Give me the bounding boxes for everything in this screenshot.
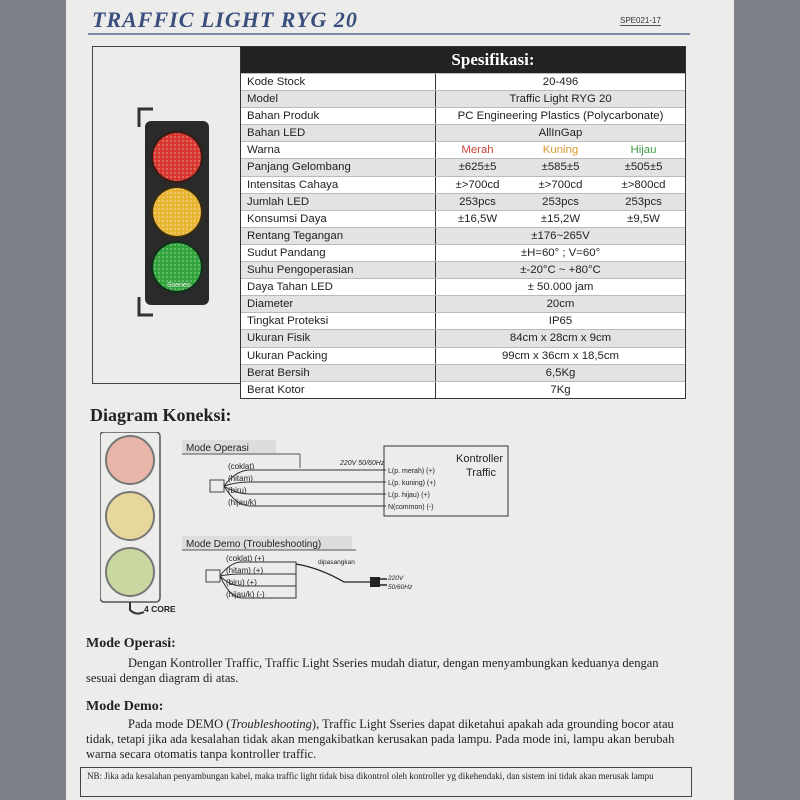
terminal-label: L(p. hijau) (+) (388, 492, 430, 499)
spec-value: 6,5Kg (545, 366, 576, 379)
spec-label: Intensitas Cahaya (241, 177, 436, 193)
spec-row (241, 227, 685, 244)
mode-operasi-title: Mode Operasi: (86, 636, 176, 651)
demo-wire-label: (biru) (+) (226, 578, 257, 587)
spec-label: Berat Bersih (241, 365, 436, 381)
spec-value: 84cm x 28cm x 9cm (509, 332, 612, 345)
spec-label: Berat Kotor (241, 382, 436, 398)
spec-label: Jumlah LED (241, 194, 436, 210)
product-image-frame (92, 46, 242, 384)
wire-label: (hitam) (228, 474, 253, 483)
spec-row (241, 90, 685, 107)
spec-label: Rentang Tegangan (241, 228, 436, 244)
spec-row (241, 73, 685, 90)
spec-row (241, 124, 685, 141)
core-label: 4 CORE (144, 604, 176, 614)
spec-row (241, 244, 685, 261)
spec-value: 7Kg (550, 383, 571, 396)
wire-label: (biru) (228, 486, 247, 495)
spec-row (241, 193, 685, 210)
spec-label: Bahan Produk (241, 108, 436, 124)
controller-title-1: Kontroller (456, 453, 504, 465)
terminal-label: L(p. merah) (+) (388, 468, 435, 475)
mode-demo-body-part2: ), Traffic Light Sseries dapat diketahui apakah ada grounding bocor atau tidak, tetapi jika ada kesalahan tidak akan mengakibatkan kerusakan pada lampu. Pada mode ini, lampu akan berubah warna secara otomatis tanpa kontroller traffic. (86, 717, 675, 761)
spec-row (241, 278, 685, 295)
warna-hijau: Hijau (630, 144, 657, 157)
diagram-green-lamp (106, 548, 154, 596)
connection-diagram (100, 432, 520, 622)
document-page (66, 0, 734, 800)
spec-label: Warna (241, 142, 436, 158)
spec-color-values (436, 142, 685, 158)
spec-row-warna (241, 141, 685, 158)
spec-row (241, 347, 685, 364)
spec-value: PC Engineering Plastics (Polycarbonate) (457, 110, 664, 123)
terminal-label: N(common) (-) (388, 504, 434, 511)
spec-heading: Spesifikasi: (241, 47, 685, 73)
spec-row (241, 364, 685, 381)
spec-value: 20-496 (542, 76, 579, 88)
spec-row (241, 329, 685, 346)
wire-label: (coklat) (228, 462, 255, 471)
note-box: NB: Jika ada kesalahan penyambungan kabel, maka traffic light tidak bisa dikontrol oleh kontroller yg dikehendaki, dan sistem ini tidak akan merusak lampu (80, 767, 692, 797)
spec-row (241, 312, 685, 329)
demo-wire-label: (hitam) (+) (226, 566, 264, 575)
traffic-light-illustration (93, 47, 241, 383)
document-title: TRAFFIC LIGHT RYG 20 (92, 7, 358, 32)
spec-value: AllInGap (538, 127, 583, 140)
spec-row (241, 107, 685, 124)
spec-values (436, 211, 685, 227)
spec-row (241, 176, 685, 193)
plug-voltage-1: 220V (388, 575, 404, 582)
spec-label: Panjang Gelombang (241, 159, 436, 175)
spec-label: Diameter (241, 296, 436, 312)
mode-demo-body (86, 717, 686, 762)
plug-icon (370, 577, 380, 587)
spec-value: ±176~265V (531, 229, 590, 242)
document-code: SPE021-17 (620, 16, 661, 25)
spec-values (436, 194, 685, 210)
spec-values (436, 159, 685, 175)
spec-value-hijau: ±>800cd (621, 178, 666, 191)
mode-operasi-body: Dengan Kontroller Traffic, Traffic Light Sseries mudah diatur, dengan menyambungkan keduanya dengan sesuai dengan diagram di atas. (86, 656, 659, 685)
spec-value: Traffic Light RYG 20 (509, 93, 612, 106)
spec-rows (241, 73, 685, 398)
spec-row (241, 381, 685, 398)
spec-value: 20cm (546, 298, 575, 311)
spec-table (240, 46, 686, 399)
mode-demo-label: Mode Demo (Troubleshooting) (186, 539, 322, 550)
spec-row (241, 210, 685, 227)
spec-label: Konsumsi Daya (241, 211, 436, 227)
wire-label: (hijau/k) (228, 498, 257, 507)
mode-operasi-label: Mode Operasi (186, 443, 249, 454)
spec-row (241, 261, 685, 278)
spec-label: Suhu Pengoperasian (241, 262, 436, 278)
spec-value-kuning: 253pcs (542, 195, 579, 208)
warna-merah: Merah (461, 144, 494, 157)
title-divider (88, 33, 690, 35)
controller-title-2: Traffic (466, 467, 496, 479)
spec-label: Ukuran Fisik (241, 330, 436, 346)
demo-wire-label: (coklat) (+) (226, 554, 265, 563)
spec-label: Sudut Pandang (241, 245, 436, 261)
spec-label: Ukuran Packing (241, 348, 436, 364)
spec-label: Bahan LED (241, 125, 436, 141)
spec-value-hijau: ±9,5W (627, 212, 660, 225)
demo-wire-label: (hijau/k) (-) (226, 590, 265, 599)
plug-voltage-2: 50/60Hz (388, 584, 413, 591)
spec-value-hijau: 253pcs (625, 195, 662, 208)
spec-label: Daya Tahan LED (241, 279, 436, 295)
mode-demo-body-em: Troubleshooting (230, 717, 312, 731)
spec-value-merah: 253pcs (459, 195, 496, 208)
voltage-label: 220V 50/60Hz (340, 460, 385, 467)
spec-value-merah: ±>700cd (455, 178, 500, 191)
spec-value-merah: ±16,5W (457, 212, 498, 225)
spec-value: 99cm x 36cm x 18,5cm (501, 349, 620, 362)
mode-demo-title: Mode Demo: (86, 699, 164, 714)
wire (224, 486, 386, 494)
spec-row (241, 295, 685, 312)
spec-value-merah: ±625±5 (458, 161, 497, 174)
spec-value: IP65 (548, 315, 573, 328)
spec-value-kuning: ±>700cd (538, 178, 583, 191)
spec-value: ±H=60° ; V=60° (520, 246, 601, 259)
product-brand-label: Sseries (167, 282, 191, 289)
mode-demo-body-part1: Pada mode DEMO ( (128, 717, 231, 731)
spec-value: ±-20°C ~ +80°C (520, 264, 601, 277)
spec-label: Kode Stock (241, 74, 436, 90)
spec-row (241, 158, 685, 175)
spec-value: ± 50.000 jam (527, 281, 594, 294)
terminal-label: L(p. kuning) (+) (388, 480, 436, 487)
warna-kuning: Kuning (542, 144, 579, 157)
dipasangkan-label: dipasangkan (318, 559, 355, 566)
spec-values (436, 177, 685, 193)
spec-value-kuning: ±585±5 (541, 161, 580, 174)
spec-value-hijau: ±505±5 (624, 161, 663, 174)
diagram-red-lamp (106, 436, 154, 484)
diagram-yellow-lamp (106, 492, 154, 540)
spec-value-kuning: ±15,2W (540, 212, 581, 225)
spec-label: Model (241, 91, 436, 107)
spec-label: Tingkat Proteksi (241, 313, 436, 329)
diagram-heading: Diagram Koneksi: (90, 405, 232, 425)
